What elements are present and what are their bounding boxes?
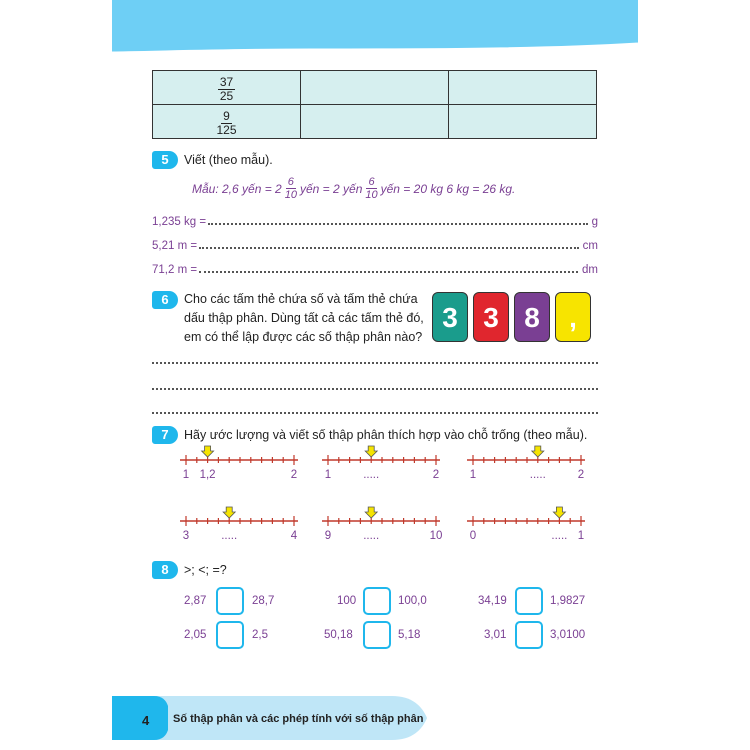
numerator: 6 bbox=[368, 176, 375, 188]
pointer-arrow-icon bbox=[553, 507, 565, 518]
compare-left: 100 bbox=[337, 595, 357, 607]
number-line-start: 1 bbox=[469, 469, 477, 481]
compare-right: 5,18 bbox=[398, 629, 421, 641]
page-number: 4 bbox=[142, 713, 150, 728]
number-line bbox=[318, 444, 442, 490]
number-line bbox=[176, 505, 300, 551]
question-badge-7: 7 bbox=[152, 426, 178, 444]
compare-box[interactable] bbox=[515, 587, 543, 615]
comma-card: , bbox=[555, 292, 591, 342]
number-card: 3 bbox=[432, 292, 468, 342]
number-line-start: 1 bbox=[182, 469, 190, 481]
conversion-row[interactable] bbox=[152, 236, 598, 252]
number-line-end: 2 bbox=[432, 469, 440, 481]
answer-dots[interactable] bbox=[199, 271, 578, 273]
header-wave bbox=[112, 0, 638, 62]
fraction bbox=[218, 76, 235, 103]
number-line-end: 4 bbox=[290, 530, 298, 542]
pointer-arrow-icon bbox=[532, 446, 544, 457]
example-line bbox=[192, 176, 515, 201]
pointer-arrow-icon bbox=[202, 446, 214, 457]
conversion-lead: 5,21 m = bbox=[152, 240, 198, 252]
number-line-start: 3 bbox=[182, 530, 190, 542]
numerator: 37 bbox=[219, 74, 234, 89]
table-cell-blank[interactable] bbox=[301, 71, 449, 105]
compare-box[interactable] bbox=[363, 621, 391, 649]
number-line-end: 2 bbox=[577, 469, 585, 481]
fraction bbox=[216, 110, 236, 137]
number-line-answer: ..... bbox=[529, 469, 546, 481]
example-part: yến = 20 kg 6 kg = 26 kg. bbox=[380, 181, 516, 196]
example-part: Mẫu: 2,6 yến = 2 bbox=[192, 181, 282, 196]
compare-left: 34,19 bbox=[478, 595, 507, 607]
question-badge-6: 6 bbox=[152, 291, 178, 309]
example-part: yến = 2 yến bbox=[299, 181, 363, 196]
number-line-start: 9 bbox=[324, 530, 332, 542]
numerator: 6 bbox=[287, 176, 294, 188]
table-cell-blank[interactable] bbox=[301, 105, 449, 139]
number-card: 3 bbox=[473, 292, 509, 342]
compare-box[interactable] bbox=[216, 621, 244, 649]
number-line-answer: ..... bbox=[221, 530, 238, 542]
number-line-end: 1 bbox=[577, 530, 585, 542]
conversion-unit: g bbox=[591, 216, 598, 228]
number-line-end: 2 bbox=[290, 469, 298, 481]
answer-dots[interactable] bbox=[208, 223, 588, 225]
number-line-start: 0 bbox=[469, 530, 477, 542]
compare-right: 28,7 bbox=[252, 595, 275, 607]
number-line bbox=[318, 505, 442, 551]
number-card: 8 bbox=[514, 292, 550, 342]
workbook-page bbox=[112, 0, 638, 750]
number-line bbox=[463, 444, 587, 490]
pointer-arrow-icon bbox=[223, 507, 235, 518]
numerator: 9 bbox=[223, 108, 230, 123]
conversion-lead: 71,2 m = bbox=[152, 264, 198, 276]
compare-left: 50,18 bbox=[324, 629, 353, 641]
footer-title: Số thập phân và các phép tính với số thập phân bbox=[173, 713, 424, 725]
pointer-arrow-icon bbox=[365, 507, 377, 518]
compare-left: 3,01 bbox=[484, 629, 507, 641]
question-6-text: Cho các tấm thẻ chứa số và tấm thẻ chứa dấu thập phân. Dùng tất cả các tấm thẻ đó, em có thể lập được các số thập phân nào? bbox=[184, 292, 424, 344]
number-line-answer: ..... bbox=[363, 530, 380, 542]
number-line-answer: ..... bbox=[551, 530, 568, 542]
conversion-row[interactable] bbox=[152, 212, 598, 228]
compare-right: 1,9827 bbox=[550, 595, 586, 607]
table-cell-blank[interactable] bbox=[449, 71, 597, 105]
answer-line[interactable] bbox=[152, 412, 598, 414]
answer-line[interactable] bbox=[152, 388, 598, 390]
table-row bbox=[153, 105, 597, 139]
denominator: 10 bbox=[284, 189, 297, 201]
table-cell-blank[interactable] bbox=[449, 105, 597, 139]
question-badge-8: 8 bbox=[152, 561, 178, 579]
answer-line[interactable] bbox=[152, 362, 598, 364]
conversion-unit: dm bbox=[582, 264, 598, 276]
question-badge-5: 5 bbox=[152, 151, 178, 169]
denominator: 125 bbox=[216, 122, 237, 137]
compare-box[interactable] bbox=[515, 621, 543, 649]
fraction-table bbox=[152, 70, 597, 139]
number-line-answer: 1,2 bbox=[199, 469, 216, 481]
conversion-lead: 1,235 kg = bbox=[152, 216, 207, 228]
compare-right: 3,0100 bbox=[550, 629, 586, 641]
denominator: 10 bbox=[365, 189, 378, 201]
fraction bbox=[365, 176, 377, 201]
number-line-answer: ..... bbox=[363, 469, 380, 481]
conversion-row[interactable] bbox=[152, 260, 598, 276]
pointer-arrow-icon bbox=[365, 446, 377, 457]
table-row bbox=[153, 71, 597, 105]
compare-right: 100,0 bbox=[398, 595, 427, 607]
number-line bbox=[463, 505, 587, 551]
question-5-title: Viết (theo mẫu). bbox=[184, 153, 273, 167]
number-line-start: 1 bbox=[324, 469, 332, 481]
answer-dots[interactable] bbox=[199, 247, 579, 249]
number-line bbox=[176, 444, 300, 490]
question-8-title: >; <; =? bbox=[184, 563, 227, 577]
compare-box[interactable] bbox=[216, 587, 244, 615]
table-cell-fraction bbox=[153, 71, 301, 105]
compare-box[interactable] bbox=[363, 587, 391, 615]
question-7-title: Hãy ước lượng và viết số thập phân thích hợp vào chỗ trống (theo mẫu). bbox=[184, 428, 588, 442]
number-line-end: 10 bbox=[429, 530, 443, 542]
conversion-unit: cm bbox=[582, 240, 598, 252]
denominator: 25 bbox=[219, 88, 234, 103]
compare-right: 2,5 bbox=[252, 629, 268, 641]
fraction bbox=[285, 176, 297, 201]
compare-left: 2,87 bbox=[184, 595, 207, 607]
table-cell-fraction bbox=[153, 105, 301, 139]
compare-left: 2,05 bbox=[184, 629, 207, 641]
